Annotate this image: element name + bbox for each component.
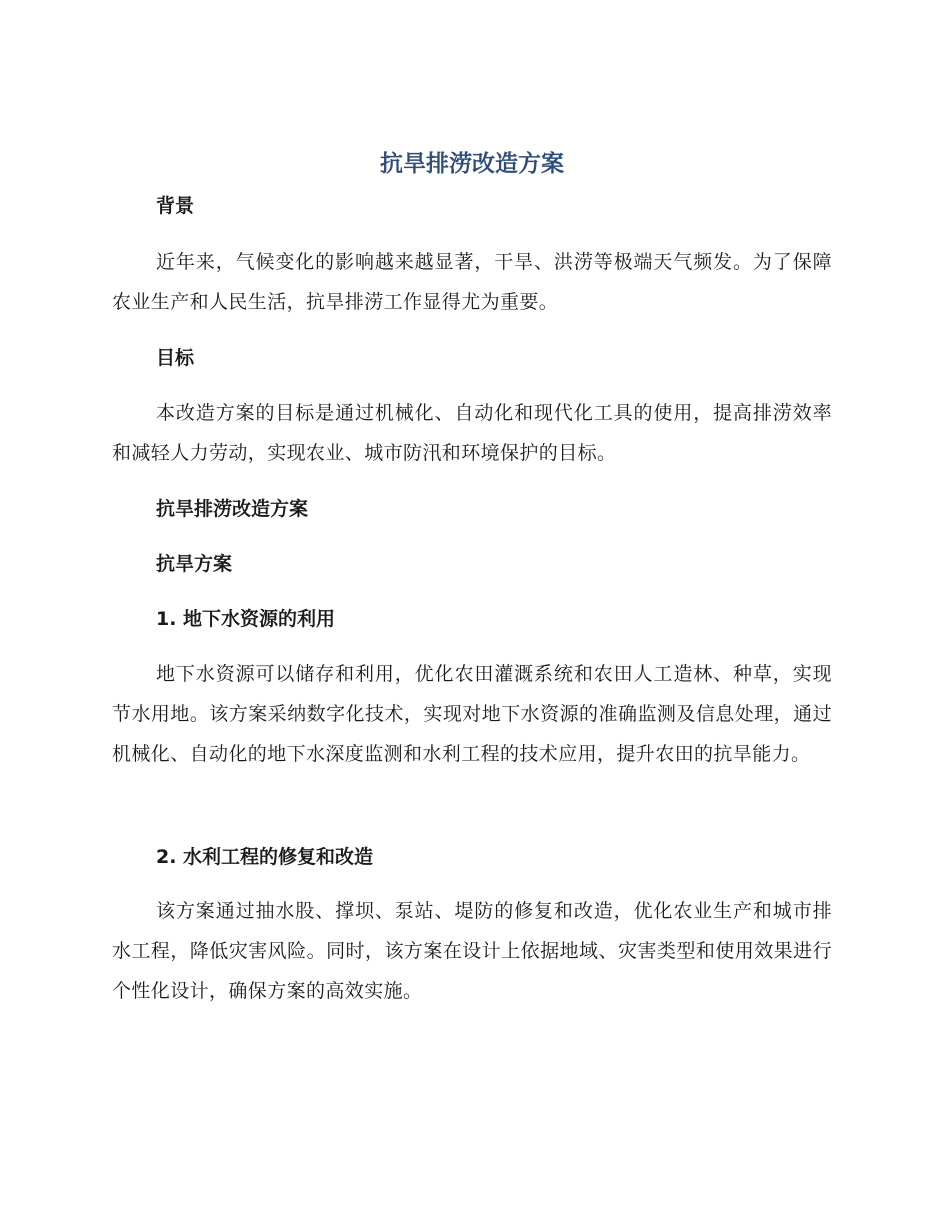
section-heading-drought: 抗旱方案 bbox=[156, 553, 233, 575]
paragraph-item2: 该方案通过抽水股、撑坝、泵站、堤防的修复和改造，优化农业生产和城市排水工程，降低灾害风险。同时，该方案在设计上依据地域、灾害类型和使用效果进行个性化设计，确保方案的高效实施。 bbox=[112, 900, 832, 1002]
section-heading-item2: 2. 水利工程的修复和改造 bbox=[156, 846, 374, 868]
section-heading-background: 背景 bbox=[156, 195, 195, 217]
section-heading-goal: 目标 bbox=[156, 347, 195, 369]
document-title: 抗旱排涝改造方案 bbox=[380, 151, 564, 177]
paragraph-goal: 本改造方案的目标是通过机械化、自动化和现代化工具的使用，提高排涝效率和减轻人力劳动，实现农业、城市防汛和环境保护的目标。 bbox=[112, 402, 832, 464]
paragraph-background: 近年来，气候变化的影响越来越显著，干旱、洪涝等极端天气频发。为了保障农业生产和人民生活，抗旱排涝工作显得尤为重要。 bbox=[112, 251, 832, 313]
paragraph-item1: 地下水资源可以储存和利用，优化农田灌溉系统和农田人工造林、种草，实现节水用地。该方案采纳数字化技术，实现对地下水资源的准确监测及信息处理，通过机械化、自动化的地下水深度监测和水利工程的技术应用，提升农田的抗旱能力。 bbox=[112, 663, 832, 765]
section-heading-plan: 抗旱排涝改造方案 bbox=[156, 498, 309, 520]
section-heading-item1: 1. 地下水资源的利用 bbox=[156, 608, 336, 630]
